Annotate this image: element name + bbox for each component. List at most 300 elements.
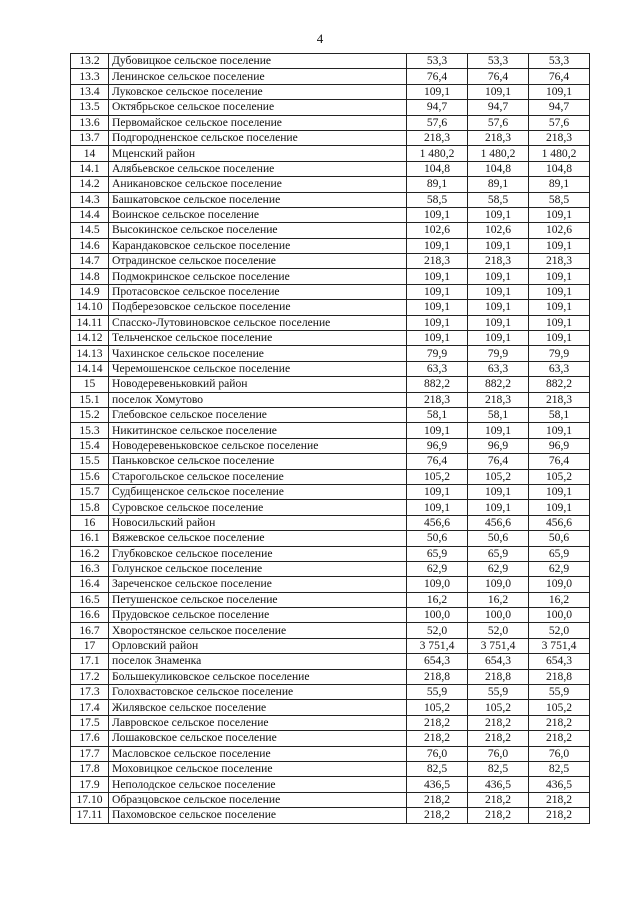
value-cell-1: 100,0 bbox=[407, 608, 468, 623]
settlement-name-cell: поселок Знаменка bbox=[109, 654, 407, 669]
row-number-cell: 17.3 bbox=[71, 685, 109, 700]
value-cell-3: 218,2 bbox=[529, 715, 590, 730]
value-cell-2: 100,0 bbox=[468, 608, 529, 623]
value-cell-2: 58,5 bbox=[468, 192, 529, 207]
row-number-cell: 17.10 bbox=[71, 792, 109, 807]
value-cell-3: 109,1 bbox=[529, 300, 590, 315]
table-row bbox=[71, 700, 590, 715]
row-number-cell: 17.8 bbox=[71, 761, 109, 776]
settlement-name-cell: Пахомовское сельское поселение bbox=[109, 808, 407, 823]
value-cell-1: 218,2 bbox=[407, 808, 468, 823]
settlement-name-cell: Новодеревеньковское сельское поселение bbox=[109, 438, 407, 453]
value-cell-1: 79,9 bbox=[407, 346, 468, 361]
value-cell-2: 1 480,2 bbox=[468, 146, 529, 161]
value-cell-2: 218,2 bbox=[468, 808, 529, 823]
table-row bbox=[71, 238, 590, 253]
settlement-name-cell: Орловский район bbox=[109, 638, 407, 653]
value-cell-3: 218,3 bbox=[529, 392, 590, 407]
value-cell-1: 456,6 bbox=[407, 515, 468, 530]
value-cell-2: 109,1 bbox=[468, 315, 529, 330]
row-number-cell: 14.14 bbox=[71, 361, 109, 376]
value-cell-1: 654,3 bbox=[407, 654, 468, 669]
row-number-cell: 14.5 bbox=[71, 223, 109, 238]
table-row bbox=[71, 777, 590, 792]
row-number-cell: 15.5 bbox=[71, 454, 109, 469]
value-cell-3: 109,1 bbox=[529, 284, 590, 299]
value-cell-3: 109,1 bbox=[529, 484, 590, 499]
table-row bbox=[71, 392, 590, 407]
value-cell-2: 79,9 bbox=[468, 346, 529, 361]
value-cell-2: 109,1 bbox=[468, 207, 529, 222]
value-cell-3: 94,7 bbox=[529, 100, 590, 115]
value-cell-1: 89,1 bbox=[407, 177, 468, 192]
value-cell-1: 55,9 bbox=[407, 685, 468, 700]
settlement-name-cell: Старогольское сельское поселение bbox=[109, 469, 407, 484]
settlement-name-cell: Первомайское сельское поселение bbox=[109, 115, 407, 130]
settlement-name-cell: Глебовское сельское поселение bbox=[109, 407, 407, 422]
value-cell-1: 218,2 bbox=[407, 792, 468, 807]
row-number-cell: 16.2 bbox=[71, 546, 109, 561]
value-cell-1: 109,1 bbox=[407, 269, 468, 284]
value-cell-3: 436,5 bbox=[529, 777, 590, 792]
table-row bbox=[71, 223, 590, 238]
value-cell-1: 109,1 bbox=[407, 500, 468, 515]
value-cell-1: 109,1 bbox=[407, 484, 468, 499]
table-row bbox=[71, 438, 590, 453]
table-row bbox=[71, 331, 590, 346]
value-cell-1: 94,7 bbox=[407, 100, 468, 115]
value-cell-2: 94,7 bbox=[468, 100, 529, 115]
value-cell-3: 89,1 bbox=[529, 177, 590, 192]
value-cell-3: 76,4 bbox=[529, 69, 590, 84]
row-number-cell: 14.4 bbox=[71, 207, 109, 222]
table-row bbox=[71, 808, 590, 823]
value-cell-2: 109,1 bbox=[468, 484, 529, 499]
table-row bbox=[71, 100, 590, 115]
row-number-cell: 16.1 bbox=[71, 531, 109, 546]
table-row bbox=[71, 192, 590, 207]
value-cell-2: 57,6 bbox=[468, 115, 529, 130]
value-cell-3: 104,8 bbox=[529, 161, 590, 176]
table-row bbox=[71, 54, 590, 69]
value-cell-3: 50,6 bbox=[529, 531, 590, 546]
value-cell-2: 76,4 bbox=[468, 69, 529, 84]
value-cell-2: 105,2 bbox=[468, 700, 529, 715]
settlement-name-cell: поселок Хомутово bbox=[109, 392, 407, 407]
value-cell-2: 218,3 bbox=[468, 254, 529, 269]
value-cell-1: 109,1 bbox=[407, 284, 468, 299]
row-number-cell: 17.4 bbox=[71, 700, 109, 715]
value-cell-3: 109,1 bbox=[529, 423, 590, 438]
value-cell-1: 218,2 bbox=[407, 731, 468, 746]
value-cell-1: 76,0 bbox=[407, 746, 468, 761]
row-number-cell: 15.6 bbox=[71, 469, 109, 484]
settlement-name-cell: Образцовское сельское поселение bbox=[109, 792, 407, 807]
value-cell-3: 109,1 bbox=[529, 315, 590, 330]
value-cell-3: 109,1 bbox=[529, 331, 590, 346]
table-row bbox=[71, 469, 590, 484]
table-row bbox=[71, 592, 590, 607]
table-row bbox=[71, 269, 590, 284]
value-cell-2: 882,2 bbox=[468, 377, 529, 392]
row-number-cell: 13.5 bbox=[71, 100, 109, 115]
value-cell-3: 218,8 bbox=[529, 669, 590, 684]
settlement-name-cell: Воинское сельское поселение bbox=[109, 207, 407, 222]
settlement-name-cell: Ленинское сельское поселение bbox=[109, 69, 407, 84]
settlement-name-cell: Башкатовское сельское поселение bbox=[109, 192, 407, 207]
settlement-name-cell: Моховицкое сельское поселение bbox=[109, 761, 407, 776]
value-cell-3: 109,1 bbox=[529, 500, 590, 515]
value-cell-2: 58,1 bbox=[468, 407, 529, 422]
row-number-cell: 15 bbox=[71, 377, 109, 392]
row-number-cell: 17.1 bbox=[71, 654, 109, 669]
table-row bbox=[71, 484, 590, 499]
settlement-name-cell: Петушенское сельское поселение bbox=[109, 592, 407, 607]
value-cell-2: 50,6 bbox=[468, 531, 529, 546]
row-number-cell: 17.7 bbox=[71, 746, 109, 761]
table-row bbox=[71, 515, 590, 530]
settlement-name-cell: Большекуликовское сельское поселение bbox=[109, 669, 407, 684]
table-row bbox=[71, 254, 590, 269]
table-row bbox=[71, 561, 590, 576]
value-cell-2: 62,9 bbox=[468, 561, 529, 576]
value-cell-3: 58,5 bbox=[529, 192, 590, 207]
value-cell-1: 109,1 bbox=[407, 238, 468, 253]
row-number-cell: 14.6 bbox=[71, 238, 109, 253]
settlement-name-cell: Глубковское сельское поселение bbox=[109, 546, 407, 561]
value-cell-3: 654,3 bbox=[529, 654, 590, 669]
settlement-name-cell: Тельченское сельское поселение bbox=[109, 331, 407, 346]
settlement-name-cell: Октябрьское сельское поселение bbox=[109, 100, 407, 115]
value-cell-1: 62,9 bbox=[407, 561, 468, 576]
settlement-name-cell: Голохвастовское сельское поселение bbox=[109, 685, 407, 700]
value-cell-3: 105,2 bbox=[529, 469, 590, 484]
value-cell-2: 105,2 bbox=[468, 469, 529, 484]
row-number-cell: 14.7 bbox=[71, 254, 109, 269]
row-number-cell: 16.6 bbox=[71, 608, 109, 623]
value-cell-2: 456,6 bbox=[468, 515, 529, 530]
page-number: 4 bbox=[316, 31, 324, 46]
table-row bbox=[71, 577, 590, 592]
table-row bbox=[71, 654, 590, 669]
value-cell-2: 65,9 bbox=[468, 546, 529, 561]
value-cell-1: 105,2 bbox=[407, 700, 468, 715]
settlement-name-cell: Новодеревеньковкий район bbox=[109, 377, 407, 392]
value-cell-1: 105,2 bbox=[407, 469, 468, 484]
value-cell-1: 109,1 bbox=[407, 315, 468, 330]
value-cell-3: 1 480,2 bbox=[529, 146, 590, 161]
value-cell-1: 218,3 bbox=[407, 130, 468, 145]
value-cell-3: 102,6 bbox=[529, 223, 590, 238]
settlement-name-cell: Алябьевское сельское поселение bbox=[109, 161, 407, 176]
value-cell-1: 436,5 bbox=[407, 777, 468, 792]
table-row bbox=[71, 746, 590, 761]
row-number-cell: 14.12 bbox=[71, 331, 109, 346]
table-row bbox=[71, 115, 590, 130]
value-cell-3: 53,3 bbox=[529, 54, 590, 69]
value-cell-2: 109,1 bbox=[468, 331, 529, 346]
value-cell-3: 3 751,4 bbox=[529, 638, 590, 653]
value-cell-1: 96,9 bbox=[407, 438, 468, 453]
settlement-name-cell: Подберезовское сельское поселение bbox=[109, 300, 407, 315]
value-cell-3: 109,1 bbox=[529, 238, 590, 253]
table-row bbox=[71, 146, 590, 161]
value-cell-2: 16,2 bbox=[468, 592, 529, 607]
value-cell-1: 52,0 bbox=[407, 623, 468, 638]
table-row bbox=[71, 84, 590, 99]
row-number-cell: 14.10 bbox=[71, 300, 109, 315]
row-number-cell: 14.11 bbox=[71, 315, 109, 330]
value-cell-1: 109,1 bbox=[407, 207, 468, 222]
value-cell-3: 79,9 bbox=[529, 346, 590, 361]
value-cell-3: 63,3 bbox=[529, 361, 590, 376]
table-row bbox=[71, 207, 590, 222]
settlement-name-cell: Суровское сельское поселение bbox=[109, 500, 407, 515]
value-cell-3: 109,1 bbox=[529, 269, 590, 284]
row-number-cell: 13.3 bbox=[71, 69, 109, 84]
value-cell-2: 109,1 bbox=[468, 238, 529, 253]
settlement-name-cell: Вяжевское сельское поселение bbox=[109, 531, 407, 546]
row-number-cell: 17.11 bbox=[71, 808, 109, 823]
value-cell-2: 218,2 bbox=[468, 715, 529, 730]
table-row bbox=[71, 638, 590, 653]
table-row bbox=[71, 69, 590, 84]
table-row bbox=[71, 761, 590, 776]
row-number-cell: 17.6 bbox=[71, 731, 109, 746]
table-row bbox=[71, 546, 590, 561]
value-cell-2: 63,3 bbox=[468, 361, 529, 376]
table-row bbox=[71, 608, 590, 623]
value-cell-2: 109,1 bbox=[468, 423, 529, 438]
settlement-name-cell: Лавровское сельское поселение bbox=[109, 715, 407, 730]
value-cell-3: 16,2 bbox=[529, 592, 590, 607]
value-cell-3: 65,9 bbox=[529, 546, 590, 561]
row-number-cell: 13.7 bbox=[71, 130, 109, 145]
settlement-name-cell: Отрадинское сельское поселение bbox=[109, 254, 407, 269]
settlements-table bbox=[70, 53, 590, 824]
table-row bbox=[71, 377, 590, 392]
value-cell-1: 58,1 bbox=[407, 407, 468, 422]
table-row bbox=[71, 685, 590, 700]
row-number-cell: 15.2 bbox=[71, 407, 109, 422]
settlement-name-cell: Карандаковское сельское поселение bbox=[109, 238, 407, 253]
value-cell-2: 436,5 bbox=[468, 777, 529, 792]
table-row bbox=[71, 792, 590, 807]
table-row bbox=[71, 130, 590, 145]
value-cell-1: 3 751,4 bbox=[407, 638, 468, 653]
value-cell-1: 1 480,2 bbox=[407, 146, 468, 161]
value-cell-3: 456,6 bbox=[529, 515, 590, 530]
value-cell-2: 109,0 bbox=[468, 577, 529, 592]
value-cell-2: 89,1 bbox=[468, 177, 529, 192]
row-number-cell: 17 bbox=[71, 638, 109, 653]
table-row bbox=[71, 161, 590, 176]
value-cell-3: 218,2 bbox=[529, 792, 590, 807]
settlement-name-cell: Никитинское сельское поселение bbox=[109, 423, 407, 438]
row-number-cell: 17.9 bbox=[71, 777, 109, 792]
table-row bbox=[71, 177, 590, 192]
table-row bbox=[71, 300, 590, 315]
value-cell-1: 58,5 bbox=[407, 192, 468, 207]
row-number-cell: 14.9 bbox=[71, 284, 109, 299]
settlement-name-cell: Мценский район bbox=[109, 146, 407, 161]
value-cell-2: 53,3 bbox=[468, 54, 529, 69]
value-cell-3: 96,9 bbox=[529, 438, 590, 453]
table-row bbox=[71, 531, 590, 546]
value-cell-2: 76,4 bbox=[468, 454, 529, 469]
value-cell-1: 109,1 bbox=[407, 331, 468, 346]
row-number-cell: 13.4 bbox=[71, 84, 109, 99]
value-cell-3: 76,0 bbox=[529, 746, 590, 761]
value-cell-2: 102,6 bbox=[468, 223, 529, 238]
table-row bbox=[71, 346, 590, 361]
value-cell-3: 218,3 bbox=[529, 130, 590, 145]
value-cell-3: 62,9 bbox=[529, 561, 590, 576]
row-number-cell: 14.1 bbox=[71, 161, 109, 176]
value-cell-3: 109,1 bbox=[529, 207, 590, 222]
value-cell-2: 654,3 bbox=[468, 654, 529, 669]
value-cell-2: 109,1 bbox=[468, 284, 529, 299]
value-cell-3: 218,2 bbox=[529, 808, 590, 823]
row-number-cell: 15.8 bbox=[71, 500, 109, 515]
settlement-name-cell: Черемошенское сельское поселение bbox=[109, 361, 407, 376]
value-cell-2: 3 751,4 bbox=[468, 638, 529, 653]
value-cell-1: 102,6 bbox=[407, 223, 468, 238]
value-cell-1: 76,4 bbox=[407, 454, 468, 469]
table-row bbox=[71, 500, 590, 515]
settlement-name-cell: Аникановское сельское поселение bbox=[109, 177, 407, 192]
table-body bbox=[71, 54, 590, 824]
value-cell-1: 65,9 bbox=[407, 546, 468, 561]
settlement-name-cell: Жилявское сельское поселение bbox=[109, 700, 407, 715]
table-row bbox=[71, 315, 590, 330]
settlement-name-cell: Дубовицкое сельское поселение bbox=[109, 54, 407, 69]
row-number-cell: 15.4 bbox=[71, 438, 109, 453]
value-cell-2: 109,1 bbox=[468, 300, 529, 315]
table-row bbox=[71, 284, 590, 299]
table-row bbox=[71, 454, 590, 469]
value-cell-1: 882,2 bbox=[407, 377, 468, 392]
value-cell-3: 109,0 bbox=[529, 577, 590, 592]
value-cell-1: 104,8 bbox=[407, 161, 468, 176]
settlement-name-cell: Луковское сельское поселение bbox=[109, 84, 407, 99]
row-number-cell: 14.13 bbox=[71, 346, 109, 361]
value-cell-1: 109,1 bbox=[407, 423, 468, 438]
settlement-name-cell: Масловское сельское поселение bbox=[109, 746, 407, 761]
row-number-cell: 17.2 bbox=[71, 669, 109, 684]
table-row bbox=[71, 731, 590, 746]
row-number-cell: 13.6 bbox=[71, 115, 109, 130]
value-cell-1: 76,4 bbox=[407, 69, 468, 84]
value-cell-1: 218,3 bbox=[407, 392, 468, 407]
value-cell-3: 57,6 bbox=[529, 115, 590, 130]
value-cell-3: 82,5 bbox=[529, 761, 590, 776]
settlement-name-cell: Спасско-Лутовиновское сельское поселение bbox=[109, 315, 407, 330]
settlement-name-cell: Новосильский район bbox=[109, 515, 407, 530]
settlement-name-cell: Судбищенское сельское поселение bbox=[109, 484, 407, 499]
value-cell-2: 218,2 bbox=[468, 731, 529, 746]
value-cell-2: 218,3 bbox=[468, 130, 529, 145]
value-cell-3: 52,0 bbox=[529, 623, 590, 638]
value-cell-1: 57,6 bbox=[407, 115, 468, 130]
value-cell-3: 218,2 bbox=[529, 731, 590, 746]
row-number-cell: 14.8 bbox=[71, 269, 109, 284]
value-cell-2: 109,1 bbox=[468, 269, 529, 284]
row-number-cell: 15.7 bbox=[71, 484, 109, 499]
row-number-cell: 17.5 bbox=[71, 715, 109, 730]
value-cell-1: 16,2 bbox=[407, 592, 468, 607]
row-number-cell: 14.2 bbox=[71, 177, 109, 192]
settlement-name-cell: Высокинское сельское поселение bbox=[109, 223, 407, 238]
value-cell-3: 100,0 bbox=[529, 608, 590, 623]
value-cell-2: 218,2 bbox=[468, 792, 529, 807]
row-number-cell: 13.2 bbox=[71, 54, 109, 69]
settlement-name-cell: Хворостянское сельское поселение bbox=[109, 623, 407, 638]
settlement-name-cell: Протасовское сельское поселение bbox=[109, 284, 407, 299]
value-cell-1: 109,1 bbox=[407, 300, 468, 315]
value-cell-1: 109,1 bbox=[407, 84, 468, 99]
row-number-cell: 15.1 bbox=[71, 392, 109, 407]
settlement-name-cell: Паньковское сельское поселение bbox=[109, 454, 407, 469]
value-cell-3: 105,2 bbox=[529, 700, 590, 715]
value-cell-2: 218,8 bbox=[468, 669, 529, 684]
value-cell-1: 218,8 bbox=[407, 669, 468, 684]
settlement-name-cell: Голунское сельское поселение bbox=[109, 561, 407, 576]
value-cell-1: 82,5 bbox=[407, 761, 468, 776]
value-cell-3: 76,4 bbox=[529, 454, 590, 469]
row-number-cell: 16.7 bbox=[71, 623, 109, 638]
value-cell-1: 218,2 bbox=[407, 715, 468, 730]
row-number-cell: 14 bbox=[71, 146, 109, 161]
value-cell-2: 109,1 bbox=[468, 500, 529, 515]
row-number-cell: 16.5 bbox=[71, 592, 109, 607]
value-cell-3: 109,1 bbox=[529, 84, 590, 99]
value-cell-2: 109,1 bbox=[468, 84, 529, 99]
settlement-name-cell: Неполодское сельское поселение bbox=[109, 777, 407, 792]
settlement-name-cell: Подмокринское сельское поселение bbox=[109, 269, 407, 284]
row-number-cell: 14.3 bbox=[71, 192, 109, 207]
value-cell-1: 218,3 bbox=[407, 254, 468, 269]
settlement-name-cell: Зареченское сельское поселение bbox=[109, 577, 407, 592]
table-row bbox=[71, 669, 590, 684]
settlement-name-cell: Прудовское сельское поселение bbox=[109, 608, 407, 623]
value-cell-1: 63,3 bbox=[407, 361, 468, 376]
row-number-cell: 16.4 bbox=[71, 577, 109, 592]
row-number-cell: 15.3 bbox=[71, 423, 109, 438]
value-cell-2: 104,8 bbox=[468, 161, 529, 176]
table-row bbox=[71, 623, 590, 638]
value-cell-1: 109,0 bbox=[407, 577, 468, 592]
value-cell-2: 55,9 bbox=[468, 685, 529, 700]
value-cell-3: 58,1 bbox=[529, 407, 590, 422]
table-row bbox=[71, 423, 590, 438]
table-row bbox=[71, 715, 590, 730]
settlement-name-cell: Подгородненское сельское поселение bbox=[109, 130, 407, 145]
row-number-cell: 16 bbox=[71, 515, 109, 530]
value-cell-2: 82,5 bbox=[468, 761, 529, 776]
table-row bbox=[71, 361, 590, 376]
table-row bbox=[71, 407, 590, 422]
settlement-name-cell: Лошаковское сельское поселение bbox=[109, 731, 407, 746]
value-cell-3: 55,9 bbox=[529, 685, 590, 700]
settlement-name-cell: Чахинское сельское поселение bbox=[109, 346, 407, 361]
value-cell-3: 882,2 bbox=[529, 377, 590, 392]
value-cell-2: 76,0 bbox=[468, 746, 529, 761]
value-cell-1: 50,6 bbox=[407, 531, 468, 546]
value-cell-2: 218,3 bbox=[468, 392, 529, 407]
value-cell-3: 218,3 bbox=[529, 254, 590, 269]
value-cell-2: 96,9 bbox=[468, 438, 529, 453]
